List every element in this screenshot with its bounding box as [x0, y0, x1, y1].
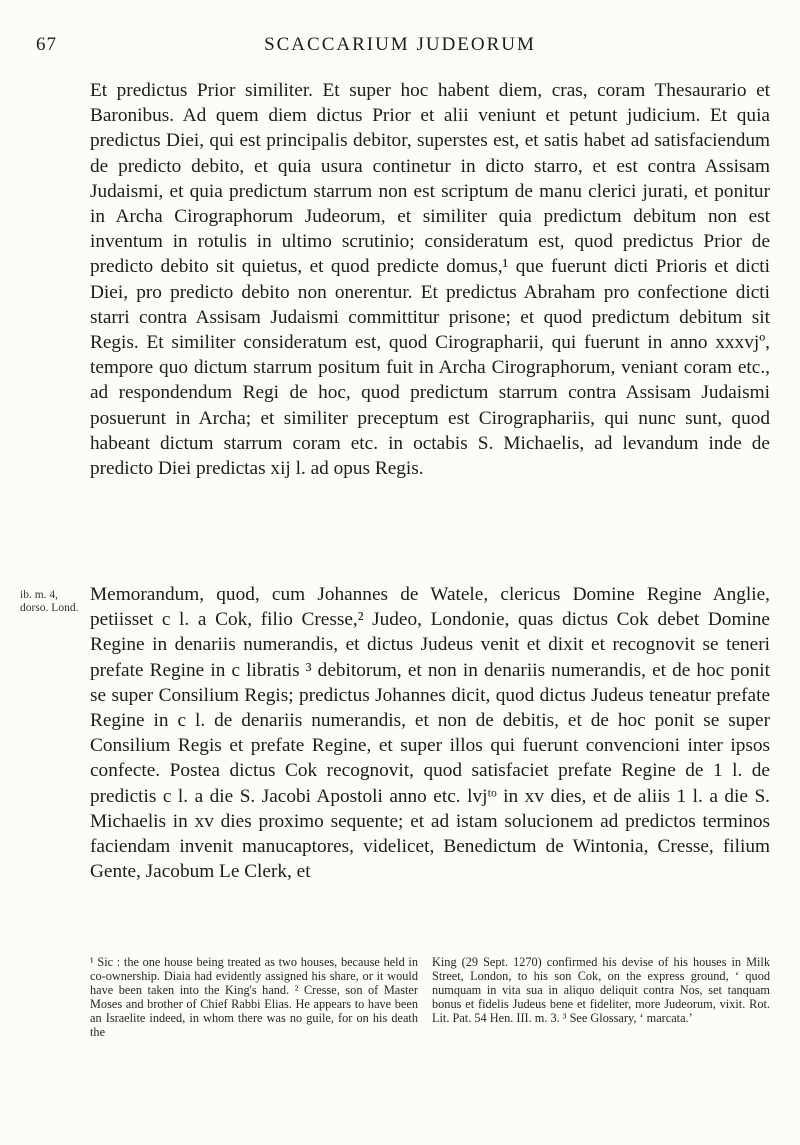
memorandum-block [90, 582, 770, 884]
paragraph-1: Et predictus Prior similiter. Et super hoc habent diem, cras, coram Thesaurario et Baronibus. Ad quem diem dictus Prior et alii veniunt et petunt judicium. Et quia predictus Diei, qui est principalis debitor, superstes est, et satis habet ad satisfaciendum de predicto debito, et quia usura continetur in dicto starro, et est contra Assisam Judaismi, et quia predictum starrum non est scriptum de manu clerici jurati, et ponitur in Archa Cirographorum Judeorum, et similiter quia predictum debitum non est inventum in rotulis in ultimo scrutinio; consideratum est, quod predictus Prior de predicto debito sit quietus, et quod predicte domus,¹ que fuerunt dicti Prioris et dicti Diei, pro predicto debito non onerentur. Et predictus Abraham pro confectione dicti starri contra Assisam Judaismi committitur prisone; et quod predictum debitum sit Regis. Et similiter consideratum est, quod Cirographarii, qui fuerunt in anno xxxvjº, tempore quo dictum starrum positum fuit in Archa Cirographorum, veniant coram etc., ad respondendum Regi de hoc, quod predictum starrum contra Assisam Judaismi posuerunt in Archa; et similiter preceptum est Cirographariis, qui nunc sunt, quod habeant dictum starrum coram etc. in octabis S. Michaelis, ad levandum inde de predicto Diei predictas xij l. ad opus Regis. [90, 80, 770, 480]
marginal-note: ib. m. 4, dorso. Lond. [20, 589, 79, 614]
footnotes-left-column [90, 955, 418, 1040]
running-head: SCACCARIUM JUDEORUM [264, 34, 536, 55]
page-number: 67 [36, 34, 57, 55]
footnotes-right-column [432, 955, 770, 1025]
footnotes-left-text: ¹ Sic : the one house being treated as two houses, because held in co-ownership. Diaia had evidently assigned his share, or it would have been taken into the King's hand. ² Cresse, son of Master Moses and brother of Chief Rabbi Elias. He appears to have been an Israelite indeed, in whom there was no guile, for on his death the [90, 955, 418, 1040]
page-header [0, 34, 800, 64]
footnotes-right-text: King (29 Sept. 1270) confirmed his devise of his houses in Milk Street, London, to his son Cok, on the express ground, ‘ quod numquam in vita sua in aliquo deliquit contra Nos, set tanquam bonus et fidelis Judeus bene et fideliter, more Judeorum, vixit. Rot. Lit. Pat. 54 Hen. III. m. 3. ³ See Glossary, ‘ marcata.’ [432, 955, 770, 1026]
main-text-block [90, 78, 770, 481]
paragraph-2: Memorandum, quod, cum Johannes de Watele, clericus Domine Regine Anglie, petiisset c l. a Cok, filio Cresse,² Judeo, Londonie, quas dictus Cok debet Domine Regine in denariis numerandis, et dictus Judeus venit et dixit et recognovit se teneri prefate Regine in c libratis ³ debitorum, et non in denariis numerandis, et de hoc ponit se super Consilium Regis; predictus Johannes dicit, quod dictus Judeus teneatur prefate Regine in c l. de denariis numerandis, et non de debitis, et de hoc ponit se super Consilium Regis et prefate Regine, et super illos qui fuerunt convencioni inter ipsos confecte. Postea dictus Cok recognovit, quod satisfaciet prefate Regine de 1 l. de predictis c l. a die S. Jacobi Apostoli anno etc. lvjᵗᵒ in xv dies, et de aliis 1 l. a die S. Michaelis in xv dies proximo sequente; et ad istam solucionem ad predictos terminos faciendam invenit manucaptores, videlicet, Benedictum de Wintonia, Cresse, filium Gente, Jacobum Le Clerk, et [90, 584, 770, 883]
